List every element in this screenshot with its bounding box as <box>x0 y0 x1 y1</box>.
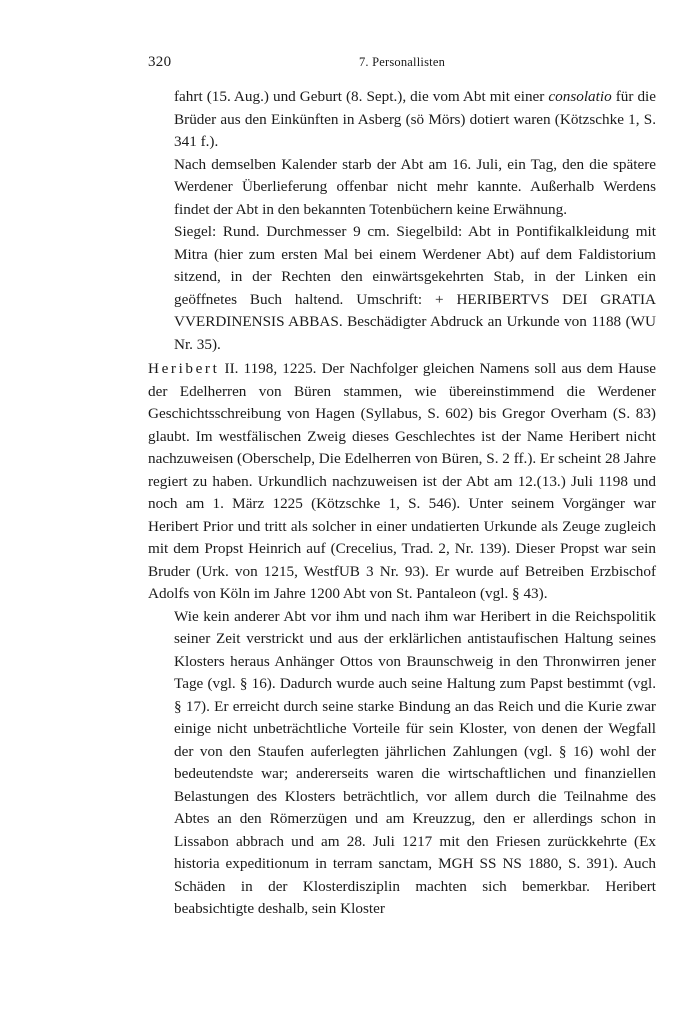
paragraph-1-italic-term: consolatio <box>548 88 612 105</box>
paragraph-1-text-a: fahrt (15. Aug.) und Geburt (8. Sept.), die vom Abt mit einer <box>174 88 549 105</box>
page-header <box>148 54 656 76</box>
paragraph-1-text-b: für die Brüder aus den Einkünften in Asberg (sö Mörs) dotiert waren (Kötzschke 1, S. 341 f.). <box>174 88 656 150</box>
entry-text: II. 1198, 1225. Der Nachfolger gleichen Namens soll aus dem Hause der Edelherren von Büren stammen, wie übereinstimmend die Werdener Geschichtsschreibung von Hagen (Syllabus, S. 602) bis Gregor Overham (S. 83) glaubt. Im westfälischen Zweig dieses Geschlechtes ist der Name Heribert nicht nachzuweisen (Oberschelp, Die Edelherren von Büren, S. 2 ff.). Er scheint 28 Jahre regiert zu haben. Urkundlich nachzuweisen ist der Abt am 12.(13.) Juli 1198 und noch am 1. März 1225 (Kötzschke 1, S. 546). Unter seinem Vorgänger war Heribert Prior und tritt als solcher in einer undatierten Urkunde als Zeuge zugleich mit dem Propst Heinrich auf (Crecelius, Trad. 2, Nr. 139). Dieser Propst war sein Bruder (Urk. von 1215, WestfUB 3 Nr. 93). Er wurde auf Betreiben Erzbischof Adolfs von Köln im Jahre 1200 Abt von St. Pantaleon (vgl. § 43). <box>148 360 656 602</box>
main-text <box>148 86 656 921</box>
entry-heribert-ii <box>148 358 656 606</box>
running-title: 7. Personallisten <box>358 55 446 69</box>
paragraph-2: Nach demselben Kalender starb der Abt am 16. Juli, ein Tag, den die spätere Werdener Überlieferung offenbar nicht mehr kannte. Außerhalb Werdens findet der Abt in den bekannten Totenbüchern keine Erwähnung. <box>174 155 656 218</box>
page-number: 320 <box>148 54 172 70</box>
seal-paragraph: Siegel: Rund. Durchmesser 9 cm. Siegelbild: Abt in Pontifikalkleidung mit Mitra (hier zum ersten Mal bei einem Werdener Abt) auf dem Faldistorium sitzend, in der Rechten den einwärtsgekehrten Stab, in der Linken ein geöffnetes Buch haltend. Umschrift: + HERIBERTVS DEI GRATIA VVERDINENSIS ABBAS. Beschädigter Abdruck an Urkunde von 1188 (WU Nr. 35). <box>174 223 656 353</box>
entry-name: Heribert <box>148 360 220 377</box>
paragraph-5: Wie kein anderer Abt vor ihm und nach ihm war Heribert in die Reichspolitik seiner Zeit verstrickt und aus der erklärlichen antistaufischen Haltung seines Klosters heraus Anhänger Ottos von Braunschweig in den Thronwirren jener Tage (vgl. § 16). Dadurch wurde auch seine Haltung zum Papst bestimmt (vgl. § 17). Er erreicht durch seine starke Bindung an das Reich und die Kurie zwar einige nicht unbeträchtliche Vorteile für sein Kloster, von denen der Wegfall der von den Staufen auferlegten jährlichen Zahlungen (vgl. § 16) wohl der bedeutendste war; andererseits waren die wirtschaftlichen und finanziellen Belastungen des Klosters beträchtlich, vor allem durch die Teilnahme des Abtes an den Römerzügen und am Kreuzzug, den er allerdings schon in Lissabon abbrach und am 28. Juli 1217 mit den Friesen zurückkehrte (Ex historia expeditionum in terram sanctam, MGH SS NS 1880, S. 391). Auch Schäden in der Klosterdisziplin machten sich bemerkbar. Heribert beabsichtigte deshalb, sein Kloster <box>174 607 656 917</box>
paragraph-1 <box>148 86 656 154</box>
